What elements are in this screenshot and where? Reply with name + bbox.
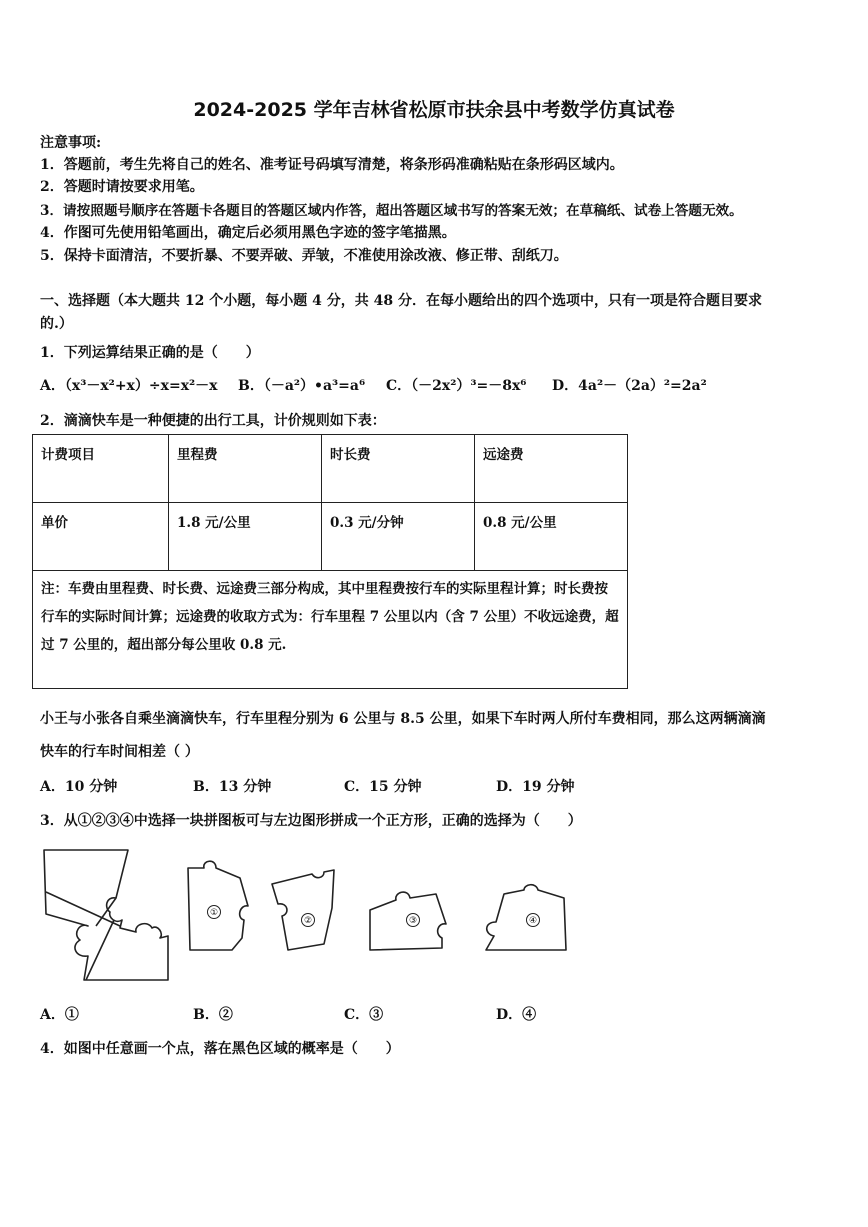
puzzle-piece-2: [272, 870, 334, 950]
puzzle-label-1: ①: [209, 908, 219, 918]
table-cell: 单价: [33, 503, 169, 571]
puzzle-piece-4: [486, 885, 566, 950]
section-heading-line1: 一、选择题（本大题共 12 个小题，每小题 4 分，共 48 分．在每小题给出的四个选项中，只有一项是符合题目要求: [40, 293, 762, 309]
q3-option-b: B．②: [193, 1007, 233, 1023]
q2-option-d: D．19 分钟: [496, 779, 575, 795]
q2-follow-line2: 快车的行车时间相差（ ）: [40, 744, 199, 760]
notice-item-5: 5．保持卡面清洁，不要折暴、不要弄破、弄皱，不准使用涂改液、修正带、刮纸刀。: [40, 248, 568, 264]
notice-item-3: 3．请按照题号顺序在答题卡各题目的答题区域内作答，超出答题区域书写的答案无效；在草稿纸、试卷上答题无效。: [40, 203, 743, 219]
table-row: [33, 571, 628, 689]
q3-option-a: A．①: [40, 1007, 79, 1023]
table-note: 注：车费由里程费、时长费、远途费三部分构成，其中里程费按行车的实际里程计算；时长费按行车的实际时间计算；远途费的收取方式为：行车里程 7 公里以内（含 7 公里）不收远途费，超过 7 公里的，超出部分每公里收 0.8 元.: [33, 571, 628, 689]
table-cell: 0.3 元/分钟: [322, 503, 475, 571]
q2-follow-line1: 小王与小张各自乘坐滴滴快车，行车里程分别为 6 公里与 8.5 公里，如果下车时两人所付车费相同，那么这两辆滴滴: [40, 711, 766, 727]
q2-option-c: C．15 分钟: [344, 779, 422, 795]
q3-stem: 3．从①②③④中选择一块拼图板可与左边图形拼成一个正方形，正确的选择为（ ）: [40, 813, 582, 829]
page-title: 2024-2025 学年吉林省松原市扶余县中考数学仿真试卷: [193, 99, 675, 121]
q1-option-d: D．4a²－（2a）²=2a²: [552, 378, 707, 394]
q1-stem: 1．下列运算结果正确的是（ ）: [40, 345, 260, 361]
table-cell: 0.8 元/公里: [475, 503, 628, 571]
table-row: [33, 503, 628, 571]
table-row: [33, 435, 628, 503]
fare-table: [32, 434, 628, 689]
table-cell: 远途费: [475, 435, 628, 503]
q1-option-c: C．（－2x²）³=－8x⁶: [386, 378, 527, 394]
puzzle-figures: [36, 840, 576, 990]
q1-option-a: A．（x³－x²+x）÷x=x²－x: [40, 378, 218, 394]
q3-option-c: C．③: [344, 1007, 384, 1023]
puzzle-composite: [44, 850, 168, 980]
q3-option-d: D．④: [496, 1007, 537, 1023]
notice-item-1: 1．答题前，考生先将自己的姓名、准考证号码填写清楚，将条形码准确粘贴在条形码区域内。: [40, 157, 624, 173]
q2-option-b: B．13 分钟: [193, 779, 272, 795]
notice-heading: 注意事项:: [40, 135, 102, 151]
q2-stem: 2．滴滴快车是一种便捷的出行工具，计价规则如下表：: [40, 413, 386, 429]
table-cell: 1.8 元/公里: [169, 503, 322, 571]
puzzle-piece-1: [188, 861, 248, 950]
puzzle-label-3: ③: [408, 916, 418, 926]
table-cell: 里程费: [169, 435, 322, 503]
table-cell: 计费项目: [33, 435, 169, 503]
notice-item-2: 2．答题时请按要求用笔。: [40, 179, 204, 195]
notice-item-4: 4．作图可先使用铅笔画出，确定后必须用黑色字迹的签字笔描黑。: [40, 225, 456, 241]
puzzle-label-4: ④: [528, 916, 538, 926]
q1-option-b: B．（－a²）•a³=a⁶: [238, 378, 366, 394]
q4-stem: 4．如图中任意画一个点，落在黑色区域的概率是（ ）: [40, 1041, 400, 1057]
puzzle-label-2: ②: [303, 916, 313, 926]
q2-option-a: A．10 分钟: [40, 779, 118, 795]
section-heading-line2: 的.）: [40, 316, 73, 332]
table-cell: 时长费: [322, 435, 475, 503]
